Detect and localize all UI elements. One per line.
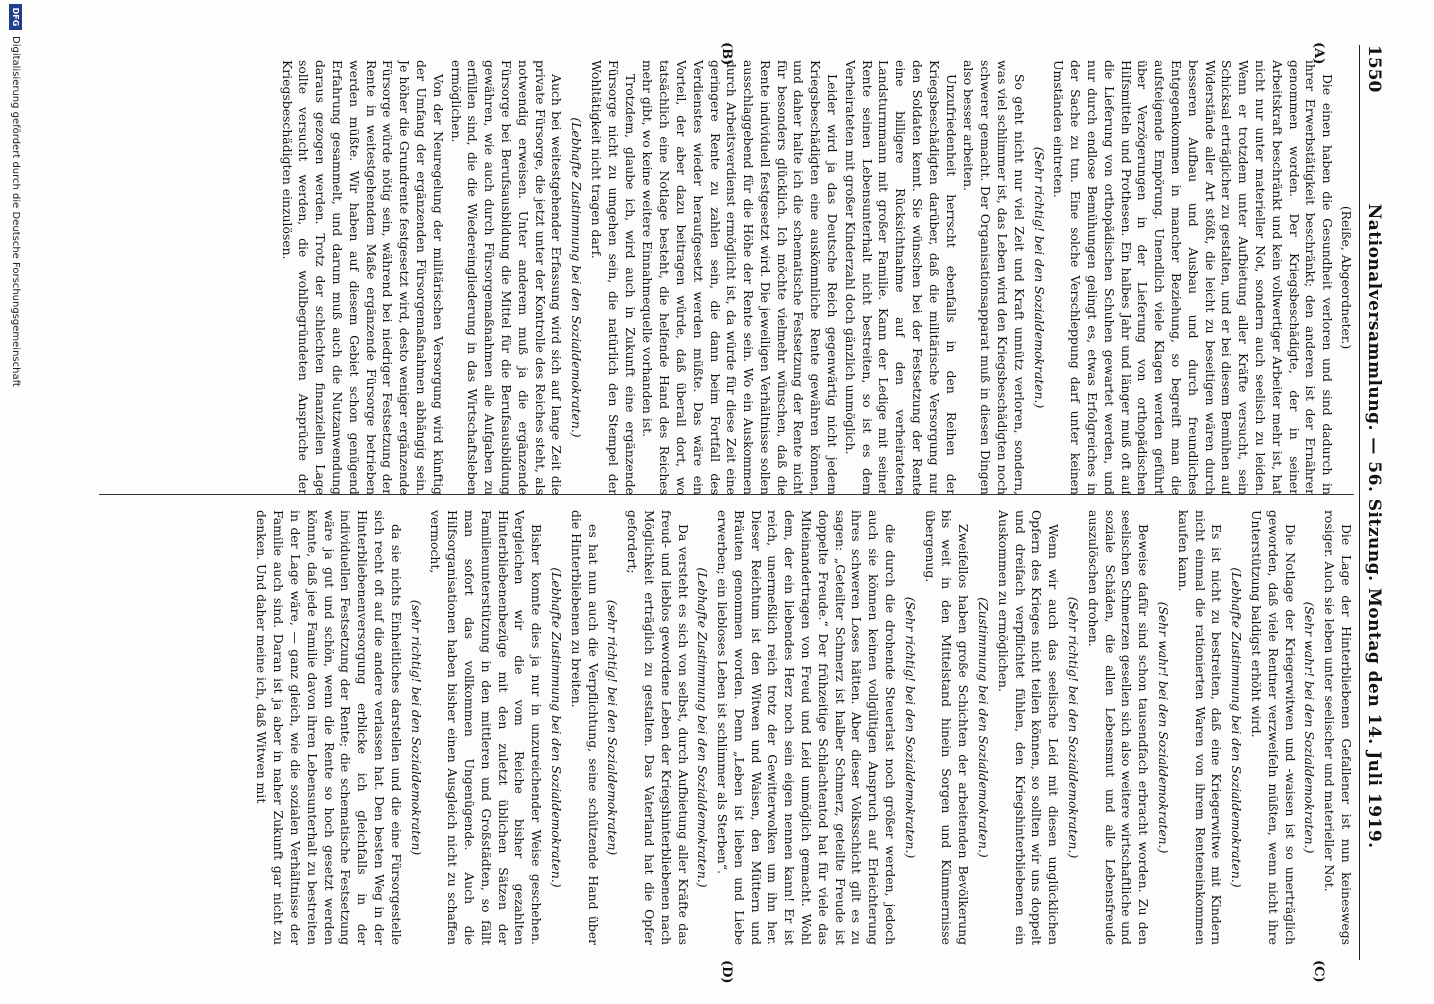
paragraph: Beweise dafür sind schon tausendfach erbracht worden. Zu den seelischen Schmerzen gesellen sich also weitere wirtschaftliche und soziale Schäden, die allen Lebensmut und alle Lebensfreude auszulöschen drohen. [1085, 510, 1152, 945]
paragraph: es hat nun auch die Verpflichtung, seine schützende Hand über die Hinterbliebenen zu breiten. [568, 510, 601, 945]
paragraph: Da versteht es sich von selbst, durch Aufbietung aller Kräfte das freud- und lieblos gewordene Leben der Kriegshinterbliebenen nach Möglichkeit erträglich zu gestalten. Das Vaterland hat die Opfer gefordert; [625, 510, 691, 945]
paragraph: die durch die drohende Steuerlast noch größer werden, jedoch auch sie können keinen vollgültigen Anspruch auf Erleichterung ihres schweren Loses hätten. Aber dieser Volksschicht gilt es zu sagen: „Geteilter Schmerz ist halber Schmerz, geteilte Freude ist doppelte Freude.“ Der frühzeitige Schlachtentod hat für viele das Miteinandertragen von Freud und Leid unmöglich gemacht. Wohl dem, der ein liebendes Herz noch sein eigen nennen kann! Er ist reich, unermeßlich reich trotz der Gewitterwolken um ihn her. Dieser Reichtum ist den Witwen und Waisen, den Müttern und Bräuten genommen worden. Denn „Leben ist lieben und Liebe erwerben; ein liebloses Leben ist schlimmer als Sterben“. [715, 510, 899, 945]
interjection: (Lebhafte Zustimmung bei den Sozialdemokraten.) [695, 567, 711, 888]
interjection: (Sehr richtig! bei den Sozialdemokraten.) [1066, 596, 1082, 859]
interjection: (Lebhafte Zustimmung bei den Sozialdemokraten.) [548, 567, 564, 888]
margin-marker-c: (C) [1311, 960, 1326, 983]
footer-text: Digitalisierung gefördert durch die Deutsche Forschungsgemeinschaft [10, 36, 22, 387]
interjection: (Sehr richtig! bei den Sozialdemokraten.) [902, 596, 918, 859]
left-column [94, 60, 1354, 495]
paragraph: Die einen haben die Gesundheit verloren und sind dadurch in ihrer Erwerbstätigkeit beschränkt; den anderen ist der Ernährer genommen worden. Der Kriegsbeschädigte, der in seiner Arbeitskraft beschränkt und kein vollwertiger Arbeiter mehr ist, hat nicht nur unter materieller Not, sondern auch seelisch zu leiden. Wenn er trotzdem unter Aufbietung aller Kräfte versucht, sein Schicksal erträglicher zu gestalten, und er bei diesem Bemühen auf Widerstände aller Art stößt, die leicht zu beseitigen wären durch besseren Aufbau und Ausbau und durch freundliches Entgegenkommen in mancher Beziehung, so begreift man die aufsteigende Empörung. Unendlich viele Klagen werden geführt über Verzögerungen in der Lieferung von orthopädischen Hilfsmitteln und Prothesen. Ein halbes Jahr und länger muß oft auf die Lieferung von orthopädischen Schuhen gewartet werden, und nur durch endlose Bemühungen gelingt es, etwas Erfolgreiches in der Sache zu tun. Eine solche Verschleppung darf unter keinen Umständen eintreten. [1051, 60, 1336, 495]
paragraph: So geht nicht nur viel Zeit und Kraft unnütz verloren, sondern, was viel schlimmer ist, das Leben wird den Kriegsbeschädigten noch schwerer gemacht. Der Organisationsapparat muß in diesen Dingen also besser arbeiten. [961, 60, 1027, 495]
paragraph: Leider wird ja das Deutsche Reich gegenwärtig nicht jedem Kriegsbeschädigten eine auskömmliche Rente gewähren können, und daher halte ich die schematische Festsetzung der Rente nicht für besonders glücklich. Ich möchte vielmehr wünschen, daß die Rente individuell festgesetzt wird. Die jeweiligen Verhältnisse sollen ausschlaggebend für die Höhe der Rente sein. Wo ein Auskommen durch Arbeitsverdienst ermöglicht ist, da würde für diese Zeit eine geringere Rente zu zahlen sein, die dann beim Fortfall des Verdienstes wieder heraufgesetzt werden müßte. Das wäre ein Vorteil, der aber dazu beitragen würde, daß überall dort, wo tatsächlich eine Notlage besteht, die helfende Hand des Reiches mehr gibt, wo keine weitere Einnahmequelle vorhanden ist. [640, 60, 841, 495]
interjection: (Lebhafte Zustimmung bei den Sozialdemokraten.) [569, 117, 585, 438]
paragraph: Unzufriedenheit herrscht ebenfalls in den Reihen der Kriegsbeschädigten darüber, daß die militärische Versorgung nur den Soldaten kennt. Sie wünschen bei der Festsetzung der Rente eine billigere Rücksichtnahme auf den verheirateten Landsturmmann mit großer Familie. Kann der Ledige mit seiner Rente seinen Lebensunterhalt nicht bestreiten, so ist es dem Verheirateten mit großer Kinderzahl doch gänzlich unmöglich. [842, 60, 959, 495]
margin-marker-d: (D) [719, 960, 734, 984]
paragraph: Die Lage der Hinterbliebenen Gefallener ist nun keineswegs rosiger. Auch sie leben unter seelischer und materieller Not. [1322, 510, 1354, 945]
dfg-logo: DFG [10, 4, 23, 30]
column-divider [99, 494, 1354, 495]
page-header [1359, 45, 1394, 960]
paragraph: Bisher konnte dies ja nur in unzureichender Weise geschehen. Vergleichen wir die vom Reiche bisher gezahlten Hinterbliebenenbezüge mit den zuletzt üblichen Sätzen der Familienunterstützung in den mittleren und Großstädten, so fällt man sofort das vollkommen Ungenügende. Auch die Hilfsorganisationen haben bisher einen Ausgleich nicht zu schaffen vermocht, [428, 510, 545, 945]
interjection: (Sehr wahr! bei den Sozialdemokraten.) [1156, 601, 1172, 854]
interjection: (Lebhafte Zustimmung bei den Sozialdemokraten.) [1229, 567, 1245, 888]
footer [6, 0, 26, 1004]
interjection: (Sehr wahr! bei den Sozialdemokraten.) [1302, 601, 1318, 854]
interjection: (sehr richtig! bei den Sozialdemokraten) [605, 599, 621, 856]
interjection: (Sehr richtig! bei den Sozialdemokraten.) [1031, 146, 1047, 409]
interjection: (Zustimmung bei den Sozialdemokraten.) [976, 597, 992, 858]
margin-marker-b: (B) [719, 42, 734, 66]
page-number: 1550 [1364, 45, 1384, 93]
paragraph: Wenn wir auch das seelische Leid mit diesen unglücklichen Opfern des Krieges nicht teilen können, so sollten wir uns doppelt und dreifach verpflichtet fühlen, den Kriegshinterbliebenen ein Auskommen zu ermöglichen. [995, 510, 1062, 945]
paragraph: Trotzdem, glaube ich, wird auch in Zukunft eine ergänzende Fürsorge nicht zu umgehen sein, die natürlich den Stempel der Wohltätigkeit nicht tragen darf. [588, 60, 638, 495]
paragraph: Von der Neuregelung der militärischen Versorgung wird künftig der Umfang der ergänzenden Fürsorgemaßnahmen abhängig sein. Je höher die Grundrente festgesetzt wird, desto weniger ergänzende Fürsorge würde nötig sein, während bei niedriger Festsetzung der Rente in weitestgehendem Maße ergänzende Fürsorge betrieben werden müßte. Wir haben auf diesem Gebiet schon genügend Erfahrung gesammelt, und darum muß auch die Nutzanwendung daraus gezogen werden. Trotz der schlechten finanziellen Lage sollte versucht werden, die wohlbegründeten Ansprüche der Kriegsbeschädigten einzulösen. [279, 60, 446, 495]
paragraph: da sie nichts Einheitliches darstellen und die eine Fürsorgestelle sich recht oft auf die andere verlassen hat. Den besten Weg in der Hinterbliebenenversorgung erblicke ich gleichfalls in der individuellen Festsetzung der Rente; die schematische Festsetzung wäre ja gut und schön, wenn die Rente so hoch gesetzt werden könnte, daß jede Familie davon ihren Lebensunterhalt zu bestreiten in der Lage wäre, — ganz gleich, wie die sozialen Verhältnisse der Familie auch sind. Daran ist ja aber in naher Zukunft gar nicht zu denken. Und daher meine ich, daß Witwen mit [254, 510, 404, 945]
paragraph: Die Notlage der Kriegerwitwen und -waisen ist so unerträglich geworden, daß viele Rentner verzweifeln müßten, wenn nicht ihre Unterstützung baldigst erhöht wird. [1249, 510, 1298, 945]
margin-marker-a: (A) [1311, 42, 1326, 65]
interjection: (sehr richtig! bei den Sozialdemokraten) [408, 599, 424, 856]
paragraph: Zweifellos haben große Schichten der arbeitenden Bevölkerung bis weit in den Mittelstand hinein Sorgen und Kümmernisse übergenug. [922, 510, 972, 945]
paragraph: Es ist nicht zu bestreiten, daß eine Kriegerwitwe mit Kindern nicht einmal die rationierten Waren von ihrem Renteneinkommen kaufen kann. [1175, 510, 1225, 945]
right-column [94, 510, 1354, 945]
paragraph: Auch bei weitestgehender Erfassung wird sich auf lange Zeit die private Fürsorge, die jetzt unter der Kontrolle des Reiches steht, als notwendig erweisen. Unter anderem muß ja die ergänzende Fürsorge bei Berufsausbildung die Mittel für die Berufsausbildung gewähren, wie auch durch Fürsorgemaßnahmen alle Aufgaben zu erfüllen sind, die die Wiedereingliederung in das Wirtschaftsleben ermöglichen. [448, 60, 565, 495]
header-title: Nationalversammlung. — 56. Sitzung. Montag den 14. Juli 1919. [1364, 203, 1384, 849]
speaker-line: (Reiße, Abgeordneter.) [1339, 205, 1354, 350]
